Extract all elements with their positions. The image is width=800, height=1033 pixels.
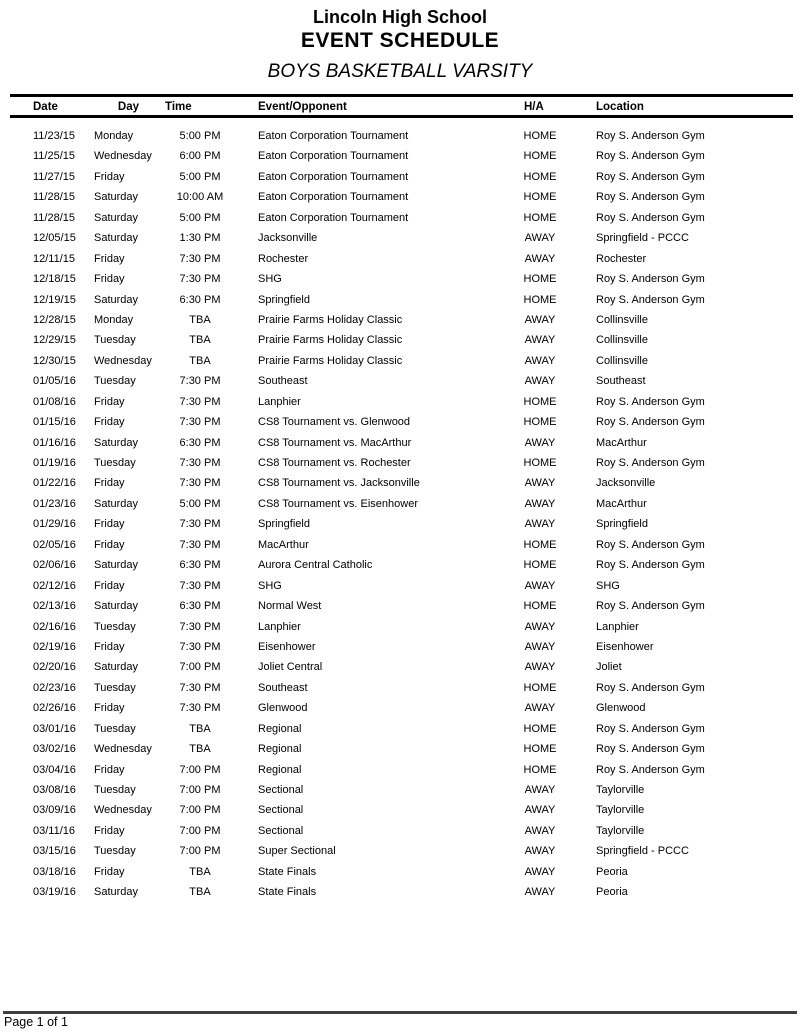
cell-time: 7:30 PM [179,681,221,694]
cell-time: 7:30 PM [179,640,221,653]
cell-day: Tuesday [94,375,136,388]
column-header-location: Location [596,101,644,113]
cell-location: Eisenhower [596,640,654,653]
table-row [0,596,800,616]
page-number-label: Page 1 of 1 [4,1015,68,1029]
cell-time: TBA [189,865,211,878]
cell-event-opponent: Aurora Central Catholic [258,559,373,572]
table-row [0,310,800,330]
table-row [0,657,800,677]
cell-time: 6:30 PM [179,600,221,613]
cell-time: 7:00 PM [179,824,221,837]
cell-time: 7:00 PM [179,784,221,796]
footer-rule [3,1011,797,1014]
school-name: Lincoln High School [313,7,487,27]
cell-location: Collinsville [596,354,648,367]
cell-date: 01/08/16 [33,395,76,408]
cell-location: Lanphier [596,620,639,633]
cell-time: TBA [189,313,211,326]
cell-home-away: AWAY [524,824,556,837]
cell-location: Roy S. Anderson Gym [596,395,705,408]
cell-home-away: HOME [523,273,557,286]
cell-date: 03/08/16 [33,784,76,796]
cell-home-away: AWAY [524,497,556,510]
cell-location: Taylorville [596,824,645,837]
cell-day: Saturday [94,600,139,613]
table-row [0,739,800,759]
cell-time: 7:30 PM [179,395,221,408]
cell-date: 02/20/16 [33,661,76,674]
cell-location: Roy S. Anderson Gym [596,538,705,551]
table-row [0,330,800,350]
cell-location: Taylorville [596,784,645,796]
cell-day: Saturday [94,661,139,674]
table-row [0,228,800,248]
cell-home-away: HOME [523,170,557,183]
cell-day: Friday [94,640,125,653]
table-row [0,453,800,473]
cell-home-away: AWAY [524,620,556,633]
cell-day: Saturday [94,191,139,204]
cell-date: 01/19/16 [33,457,76,469]
cell-date: 03/11/16 [33,824,76,837]
cell-day: Saturday [94,497,139,510]
cell-location: Roy S. Anderson Gym [596,722,705,735]
cell-home-away: AWAY [524,784,556,796]
table-top-rule [10,94,793,97]
cell-location: Peoria [596,865,628,878]
cell-time: 7:30 PM [179,538,221,551]
column-header-event-opponent: Event/Opponent [258,101,347,113]
table-row [0,576,800,596]
cell-location: Roy S. Anderson Gym [596,416,705,429]
cell-day: Friday [94,273,125,286]
cell-event-opponent: Springfield [258,293,310,306]
cell-day: Friday [94,518,125,531]
cell-time: 7:30 PM [179,457,221,469]
cell-time: 6:30 PM [179,436,221,449]
table-row [0,780,800,800]
cell-date: 03/18/16 [33,865,76,878]
cell-date: 03/01/16 [33,722,76,735]
cell-date: 11/27/15 [33,170,76,183]
cell-time: TBA [189,334,211,347]
table-row [0,494,800,514]
cell-time: 7:30 PM [179,579,221,592]
cell-event-opponent: CS8 Tournament vs. MacArthur [258,436,412,449]
cell-date: 11/25/15 [33,150,76,163]
cell-day: Friday [94,579,125,592]
table-row [0,555,800,575]
cell-event-opponent: CS8 Tournament vs. Glenwood [258,416,411,429]
cell-date: 01/15/16 [33,416,76,429]
cell-home-away: AWAY [524,375,556,388]
cell-time: 7:00 PM [179,804,221,817]
cell-location: Southeast [596,375,646,388]
cell-day: Monday [94,130,134,142]
table-row [0,412,800,432]
cell-date: 11/23/15 [33,130,76,142]
table-row [0,146,800,166]
cell-date: 02/23/16 [33,681,76,694]
cell-location: Roy S. Anderson Gym [596,170,705,183]
cell-day: Wednesday [94,150,152,163]
cell-location: Springfield - PCCC [596,232,689,245]
cell-location: MacArthur [596,497,647,510]
cell-location: Roy S. Anderson Gym [596,559,705,572]
cell-time: 7:30 PM [179,477,221,490]
cell-event-opponent: Joliet Central [258,661,323,674]
cell-date: 02/19/16 [33,640,76,653]
cell-home-away: HOME [523,538,557,551]
cell-home-away: HOME [523,293,557,306]
cell-time: 5:00 PM [179,211,221,224]
cell-home-away: HOME [523,395,557,408]
cell-home-away: AWAY [524,436,556,449]
cell-day: Tuesday [94,722,136,735]
cell-time: 7:30 PM [179,273,221,286]
cell-location: Jacksonville [596,477,656,490]
schedule-subtitle: BOYS BASKETBALL VARSITY [267,61,533,82]
cell-home-away: HOME [523,416,557,429]
table-row [0,514,800,534]
cell-location: Rochester [596,252,647,265]
column-header-time: Time [165,101,192,113]
cell-time: 6:30 PM [179,559,221,572]
cell-event-opponent: Prairie Farms Holiday Classic [258,354,403,367]
table-row [0,167,800,187]
cell-day: Friday [94,170,125,183]
cell-home-away: HOME [523,681,557,694]
cell-day: Saturday [94,293,139,306]
cell-date: 01/05/16 [33,375,76,388]
cell-event-opponent: Super Sectional [258,845,336,858]
cell-time: 7:30 PM [179,416,221,429]
table-row [0,882,800,902]
cell-time: TBA [189,722,211,735]
page-title: EVENT SCHEDULE [300,29,500,52]
cell-home-away: AWAY [524,518,556,531]
cell-location: MacArthur [596,436,647,449]
cell-day: Wednesday [94,354,152,367]
table-row [0,433,800,453]
cell-event-opponent: CS8 Tournament vs. Jacksonville [258,477,420,490]
cell-location: Roy S. Anderson Gym [596,191,705,204]
cell-home-away: AWAY [524,252,556,265]
cell-location: Roy S. Anderson Gym [596,150,705,163]
cell-day: Friday [94,763,125,776]
cell-date: 02/06/16 [33,559,76,572]
table-row [0,126,800,146]
cell-home-away: AWAY [524,354,556,367]
cell-date: 11/28/15 [33,191,76,204]
cell-date: 03/04/16 [33,763,76,776]
cell-home-away: HOME [523,600,557,613]
cell-day: Wednesday [94,743,152,756]
table-row [0,698,800,718]
cell-home-away: AWAY [524,886,556,899]
cell-location: Roy S. Anderson Gym [596,743,705,756]
cell-location: Joliet [596,661,622,674]
cell-event-opponent: Normal West [258,600,322,613]
cell-event-opponent: Glenwood [258,702,308,715]
cell-time: 5:00 PM [179,130,221,142]
cell-day: Friday [94,395,125,408]
cell-event-opponent: Lanphier [258,395,301,408]
cell-event-opponent: Regional [258,763,302,776]
table-row [0,187,800,207]
cell-time: 10:00 AM [176,191,224,204]
table-row [0,208,800,228]
cell-location: Roy S. Anderson Gym [596,681,705,694]
cell-event-opponent: CS8 Tournament vs. Rochester [258,457,411,469]
cell-home-away: AWAY [524,804,556,817]
cell-event-opponent: Springfield [258,518,310,531]
cell-date: 01/22/16 [33,477,76,490]
table-row [0,392,800,412]
cell-home-away: HOME [523,191,557,204]
cell-time: 7:30 PM [179,252,221,265]
cell-date: 02/13/16 [33,600,76,613]
cell-day: Saturday [94,211,139,224]
column-header-home-away: H/A [524,101,544,113]
cell-time: 7:00 PM [179,845,221,858]
cell-time: 6:30 PM [179,293,221,306]
cell-event-opponent: State Finals [258,865,317,878]
cell-location: Springfield - PCCC [596,845,689,858]
cell-day: Friday [94,865,125,878]
cell-location: Glenwood [596,702,646,715]
cell-time: 7:30 PM [179,702,221,715]
cell-day: Friday [94,416,125,429]
cell-home-away: AWAY [524,232,556,245]
cell-home-away: AWAY [524,334,556,347]
cell-event-opponent: Regional [258,743,302,756]
cell-day: Saturday [94,232,139,245]
table-row [0,371,800,391]
table-row [0,862,800,882]
table-row [0,473,800,493]
table-row [0,719,800,739]
cell-time: 7:00 PM [179,661,221,674]
cell-date: 01/29/16 [33,518,76,531]
cell-date: 12/18/15 [33,273,76,286]
cell-location: Collinsville [596,334,648,347]
cell-day: Tuesday [94,334,136,347]
cell-time: 7:30 PM [179,518,221,531]
cell-time: 5:00 PM [179,497,221,510]
cell-date: 01/23/16 [33,497,76,510]
cell-date: 12/05/15 [33,232,76,245]
cell-home-away: AWAY [524,702,556,715]
cell-event-opponent: Eaton Corporation Tournament [258,130,409,142]
cell-home-away: AWAY [524,313,556,326]
cell-home-away: AWAY [524,865,556,878]
cell-location: Springfield [596,518,648,531]
table-row [0,535,800,555]
cell-day: Monday [94,313,134,326]
cell-event-opponent: State Finals [258,886,317,899]
cell-event-opponent: Eaton Corporation Tournament [258,150,409,163]
cell-time: 7:30 PM [179,375,221,388]
cell-date: 03/19/16 [33,886,76,899]
cell-home-away: HOME [523,130,557,142]
cell-home-away: HOME [523,457,557,469]
table-row [0,760,800,780]
cell-date: 03/09/16 [33,804,76,817]
cell-location: Roy S. Anderson Gym [596,457,705,469]
cell-date: 02/16/16 [33,620,76,633]
cell-day: Tuesday [94,784,136,796]
table-row [0,800,800,820]
cell-home-away: AWAY [524,640,556,653]
cell-day: Friday [94,252,125,265]
cell-date: 02/05/16 [33,538,76,551]
cell-date: 02/26/16 [33,702,76,715]
cell-day: Friday [94,538,125,551]
cell-event-opponent: CS8 Tournament vs. Eisenhower [258,497,418,510]
cell-date: 12/11/15 [33,252,76,265]
cell-event-opponent: Eaton Corporation Tournament [258,211,409,224]
cell-home-away: HOME [523,211,557,224]
cell-date: 02/12/16 [33,579,76,592]
cell-location: SHG [596,579,620,592]
cell-day: Saturday [94,886,139,899]
cell-home-away: AWAY [524,579,556,592]
cell-location: Roy S. Anderson Gym [596,273,705,286]
cell-event-opponent: Prairie Farms Holiday Classic [258,334,403,347]
cell-home-away: AWAY [524,845,556,858]
table-row [0,637,800,657]
cell-time: 5:00 PM [179,170,221,183]
cell-day: Friday [94,702,125,715]
table-row [0,841,800,861]
cell-home-away: HOME [523,150,557,163]
cell-time: TBA [189,886,211,899]
cell-time: 7:00 PM [179,763,221,776]
table-row [0,678,800,698]
cell-location: Roy S. Anderson Gym [596,211,705,224]
cell-date: 03/15/16 [33,845,76,858]
cell-event-opponent: Prairie Farms Holiday Classic [258,313,403,326]
cell-event-opponent: Lanphier [258,620,301,633]
cell-event-opponent: Eisenhower [258,640,316,653]
cell-home-away: AWAY [524,661,556,674]
cell-event-opponent: Southeast [258,681,308,694]
cell-event-opponent: Regional [258,722,302,735]
cell-event-opponent: SHG [258,579,282,592]
cell-home-away: HOME [523,722,557,735]
schedule-table-body [0,126,800,903]
cell-event-opponent: Sectional [258,824,304,837]
table-row [0,351,800,371]
cell-home-away: HOME [523,743,557,756]
cell-day: Tuesday [94,681,136,694]
cell-home-away: HOME [523,559,557,572]
cell-date: 12/28/15 [33,313,76,326]
cell-date: 11/28/15 [33,211,76,224]
cell-day: Tuesday [94,845,136,858]
cell-event-opponent: SHG [258,273,282,286]
cell-location: Roy S. Anderson Gym [596,293,705,306]
cell-home-away: HOME [523,763,557,776]
cell-event-opponent: MacArthur [258,538,309,551]
cell-date: 01/16/16 [33,436,76,449]
cell-location: Taylorville [596,804,645,817]
cell-event-opponent: Sectional [258,804,304,817]
cell-date: 12/19/15 [33,293,76,306]
cell-event-opponent: Eaton Corporation Tournament [258,191,409,204]
cell-day: Tuesday [94,457,136,469]
cell-location: Collinsville [596,313,648,326]
table-row [0,269,800,289]
cell-location: Peoria [596,886,628,899]
table-header-rule [10,115,793,118]
cell-location: Roy S. Anderson Gym [596,130,705,142]
cell-event-opponent: Jacksonville [258,232,318,245]
cell-time: 6:00 PM [179,150,221,163]
cell-day: Saturday [94,559,139,572]
cell-time: TBA [189,743,211,756]
table-row [0,290,800,310]
column-header-date: Date [33,101,58,113]
cell-date: 12/30/15 [33,354,76,367]
cell-home-away: AWAY [524,477,556,490]
cell-date: 03/02/16 [33,743,76,756]
cell-event-opponent: Southeast [258,375,308,388]
cell-day: Friday [94,477,125,490]
cell-day: Friday [94,824,125,837]
cell-location: Roy S. Anderson Gym [596,600,705,613]
cell-day: Saturday [94,436,139,449]
cell-day: Tuesday [94,620,136,633]
table-row [0,249,800,269]
cell-day: Wednesday [94,804,152,817]
table-row [0,617,800,637]
cell-location: Roy S. Anderson Gym [596,763,705,776]
cell-event-opponent: Sectional [258,784,304,796]
cell-time: TBA [189,354,211,367]
cell-event-opponent: Rochester [258,252,309,265]
cell-time: 1:30 PM [179,232,221,245]
column-header-day: Day [117,101,139,113]
cell-date: 12/29/15 [33,334,76,347]
table-row [0,821,800,841]
cell-event-opponent: Eaton Corporation Tournament [258,170,409,183]
table-header [0,99,800,115]
cell-time: 7:30 PM [179,620,221,633]
